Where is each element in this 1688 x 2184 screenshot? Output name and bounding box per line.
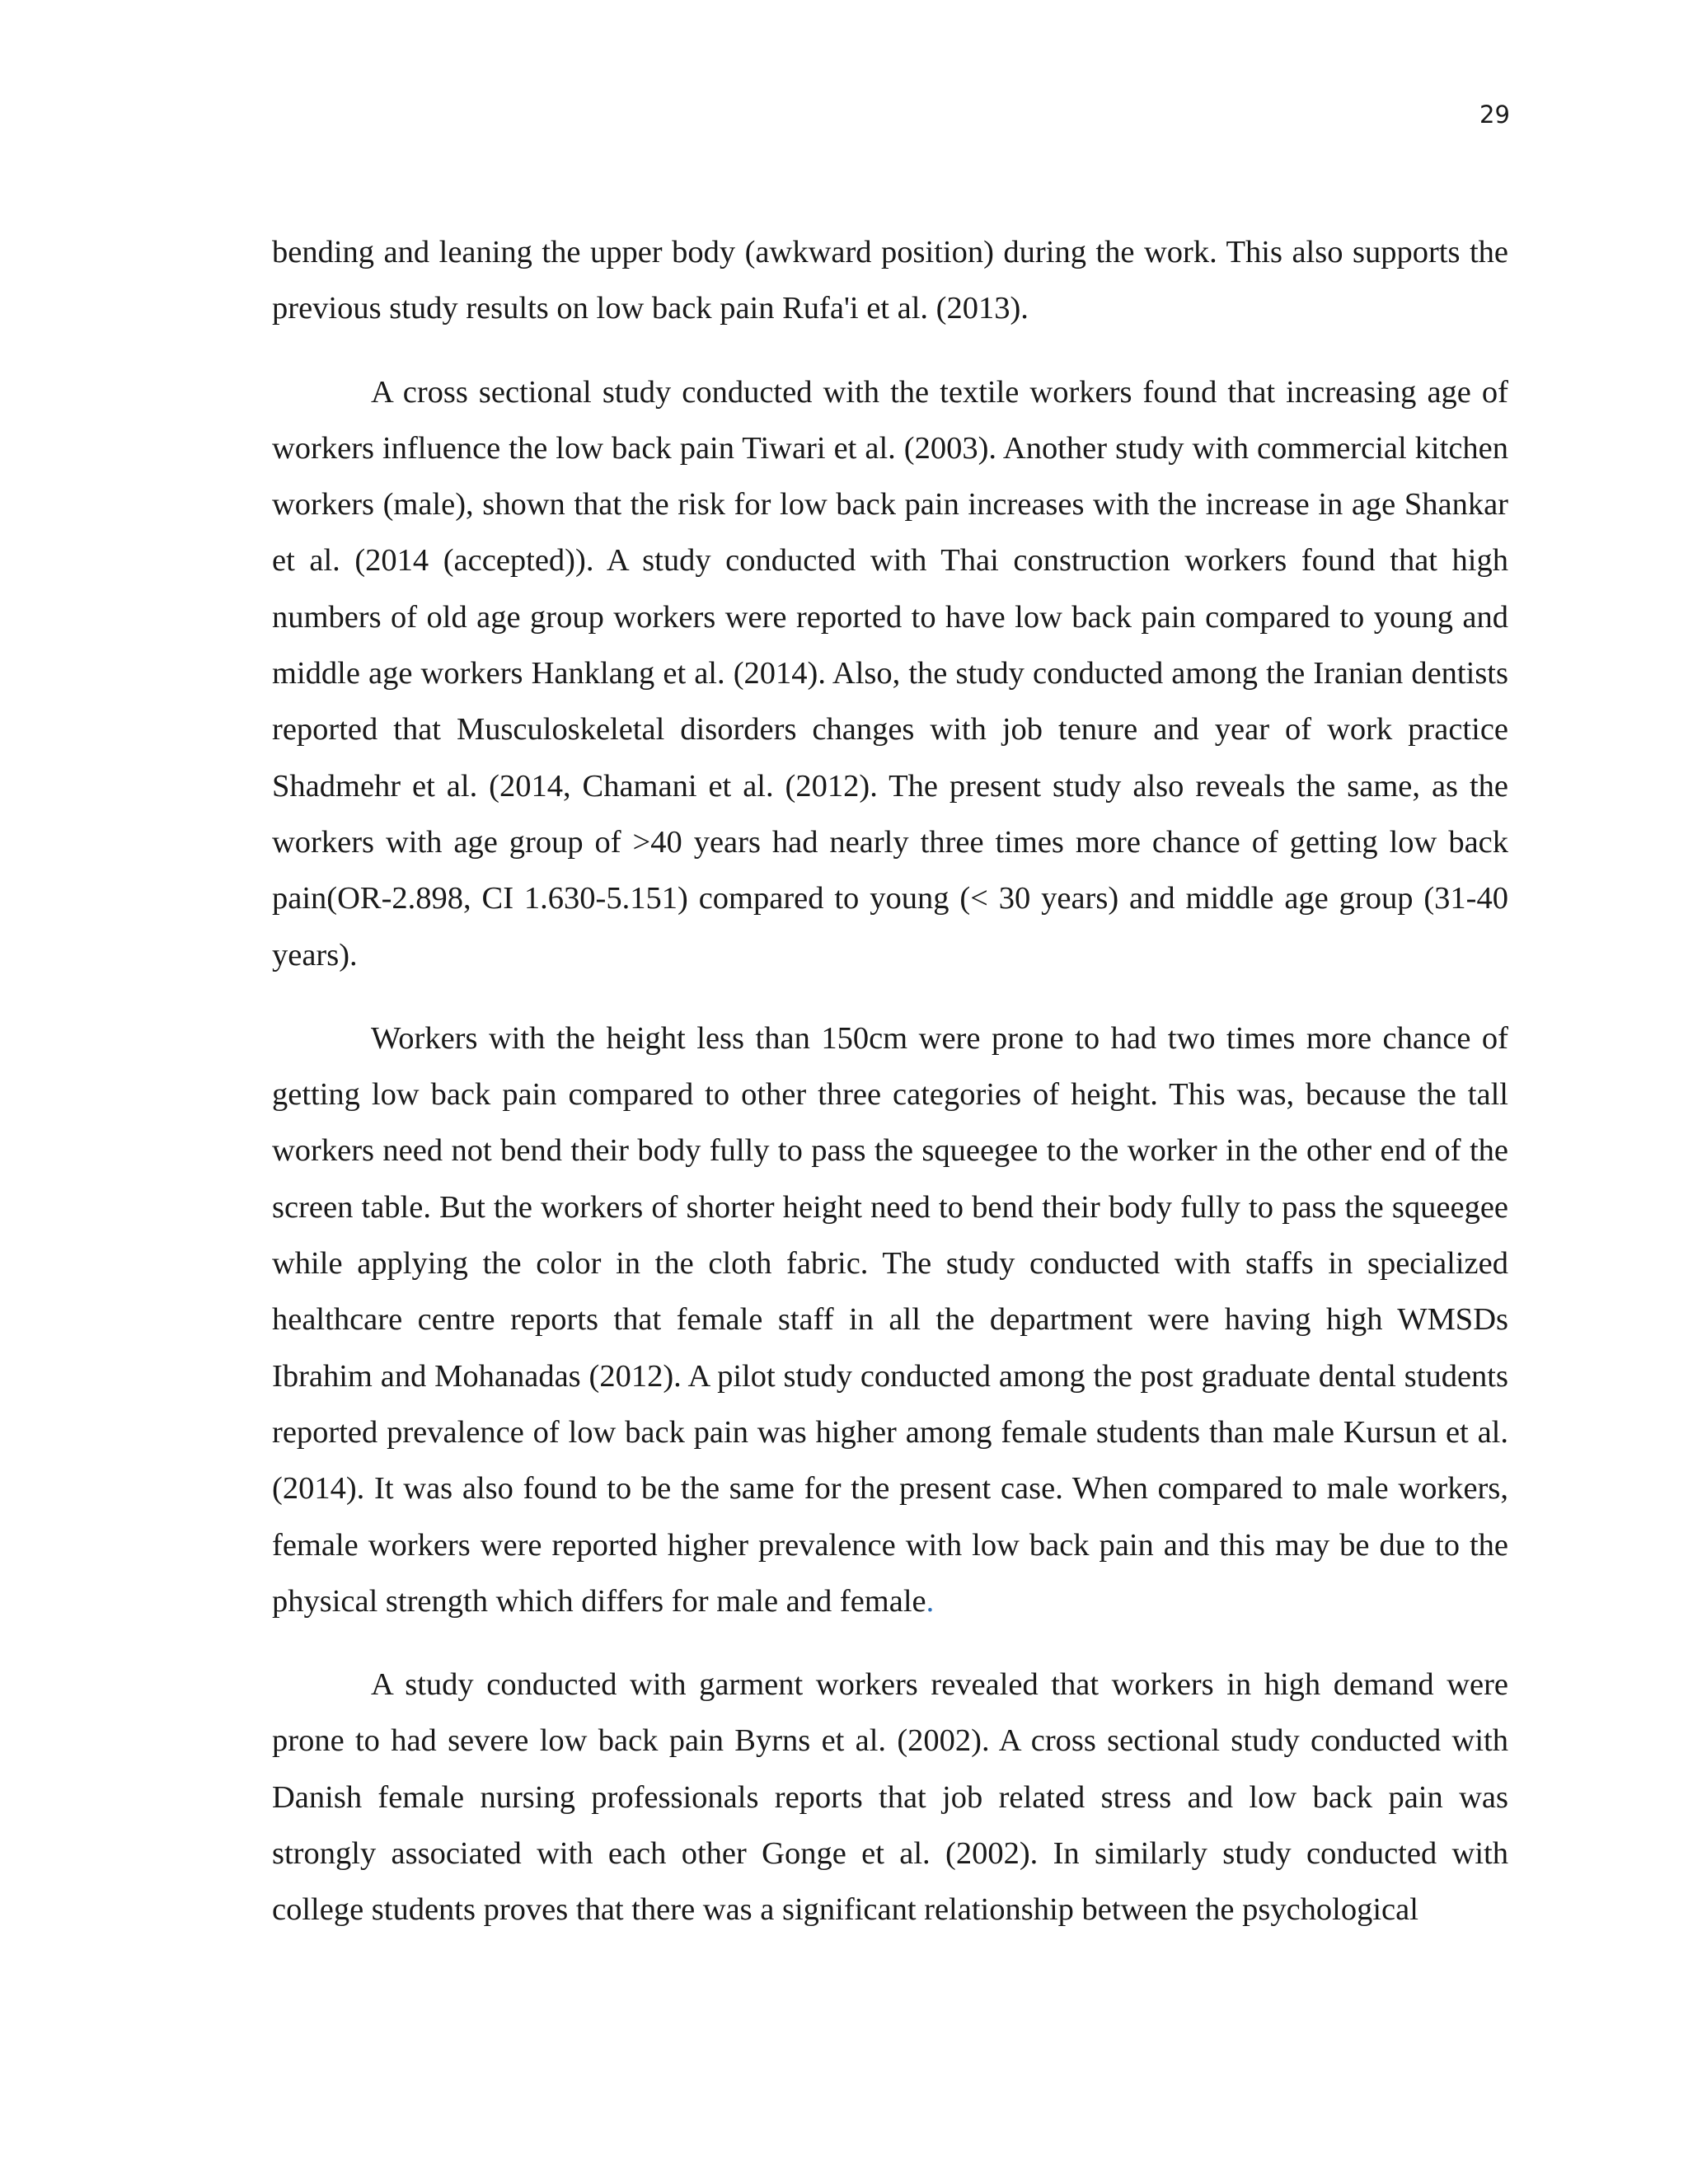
paragraph-1-text: bending and leaning the upper body (awkward position) during the work. This also supports the previous study results on low back pain Rufa'i et al. (2013). [272,235,1508,326]
paragraph-2 [272,364,1508,983]
paragraph-4 [272,1657,1508,1938]
paragraph-2-text: A cross sectional study conducted with the textile workers found that increasing age of workers influence the low back pain Tiwari et al. (2003). Another study with commercial kitchen workers (male), shown that the risk for low back pain increases with the increase in age Shankar et al. (2014 (accepted)). A study conducted with Thai construction workers found that high numbers of old age group workers were reported to have low back pain compared to young and middle age workers Hanklang et al. (2014). Also, the study conducted among the Iranian dentists reported that Musculoskeletal disorders changes with job tenure and year of work practice Shadmehr et al. (2014, Chamani et al. (2012). The present study also reveals the same, as the workers with age group of >40 years had nearly three times more chance of getting low back pain(OR-2.898, CI 1.630-5.151) compared to young (< 30 years) and middle age group (31-40 years). [272,374,1508,972]
paragraph-3-trailing-period: . [926,1583,935,1619]
paragraph-1 [272,224,1508,337]
page-number: 29 [1479,101,1510,129]
paragraph-3 [272,1010,1508,1629]
paragraph-4-text: A study conducted with garment workers revealed that workers in high demand were prone to had severe low back pain Byrns et al. (2002). A cross sectional study conducted with Danish female nursing professionals reports that job related stress and low back pain was strongly associated with each other Gonge et al. (2002). In similarly study conducted with college students proves that there was a significant relationship between the psychological [272,1667,1508,1928]
body-text [272,224,1508,1938]
paragraph-3-text: Workers with the height less than 150cm were prone to had two times more chance of getting low back pain compared to other three categories of height. This was, because the tall workers need not bend their body fully to pass the squeegee to the worker in the other end of the screen table. But the workers of shorter height need to bend their body fully to pass the squeegee while applying the color in the cloth fabric. The study conducted with staffs in specialized healthcare centre reports that female staff in all the department were having high WMSDs Ibrahim and Mohanadas (2012). A pilot study conducted among the post graduate dental students reported prevalence of low back pain was higher among female students than male Kursun et al. (2014). It was also found to be the same for the present case. When compared to male workers, female workers were reported higher prevalence with low back pain and this may be due to the physical strength which differs for male and female [272,1020,1508,1619]
